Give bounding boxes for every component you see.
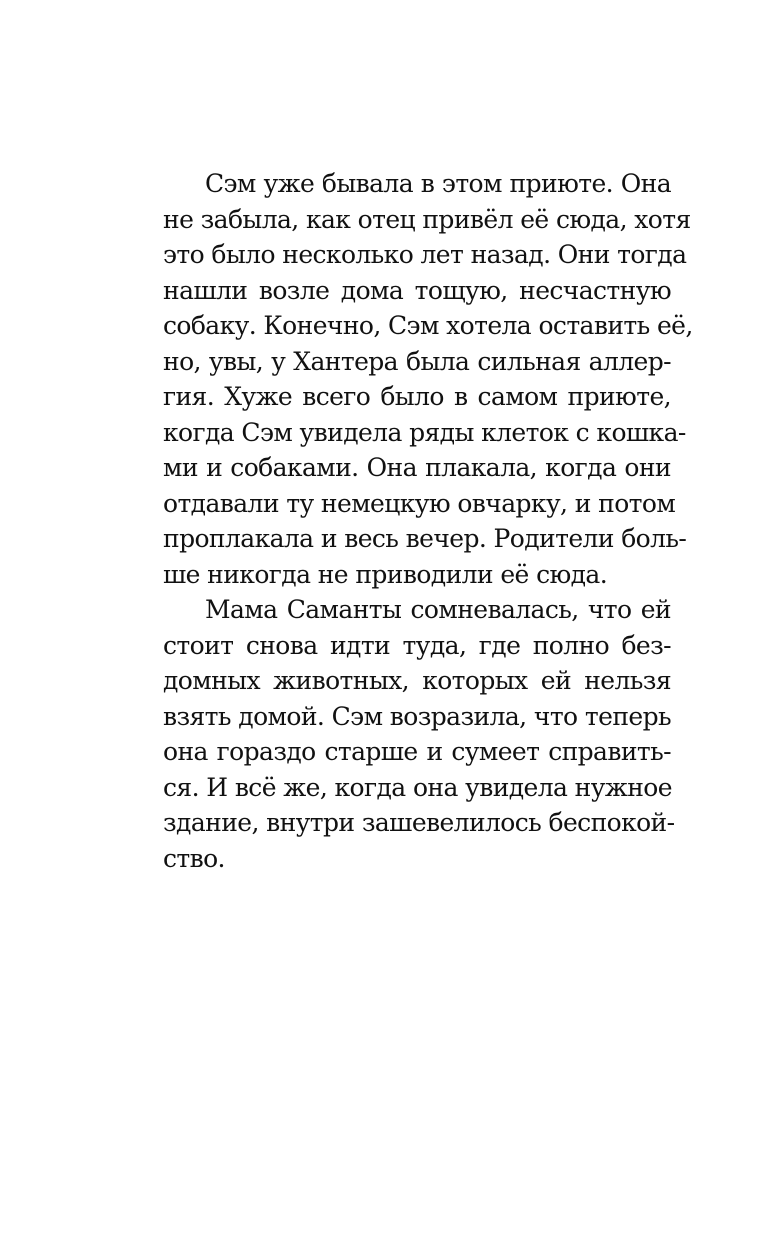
paragraph-2 — [163, 592, 675, 876]
paragraph-line: она гораздо старше и сумеет справить- — [163, 737, 671, 766]
paragraph-line: не забыла, как отец привёл её сюда, хотя — [163, 204, 691, 234]
paragraph-line: но, увы, у Хантера была сильная аллер- — [163, 346, 671, 376]
paragraph-line: ство. — [163, 843, 225, 873]
paragraph-line: ми и собаками. Она плакала, когда они — [163, 453, 671, 482]
paragraph-line: взять домой. Сэм возразила, что теперь — [163, 701, 671, 731]
paragraph-line: стоит снова идти туда, где полно без- — [163, 630, 671, 660]
paragraph-line: Сэм уже бывала в этом приюте. Она — [205, 169, 671, 198]
paragraph-line: ше никогда не приводили её сюда. — [163, 559, 608, 589]
paragraph-line: когда Сэм увидела ряды клеток с кошка- — [163, 417, 686, 447]
paragraph-1 — [163, 166, 693, 592]
paragraph-line: гия. Хуже всего было в самом приюте, — [163, 382, 671, 411]
paragraph-line: нашли возле дома тощую, несчастную — [163, 275, 671, 305]
paragraph-line: ся. И всё же, когда она увидела нужное — [163, 772, 672, 802]
paragraph-line: здание, внутри зашевелилось беспокой- — [163, 808, 675, 837]
paragraph-line: собаку. Конечно, Сэм хотела оставить её, — [163, 311, 693, 340]
paragraph-line: Мама Саманты сомневалась, что ей — [205, 595, 671, 624]
paragraph-line: проплакала и весь вечер. Родители боль- — [163, 524, 687, 553]
paragraph-line: это было несколько лет назад. Они тогда — [163, 240, 687, 269]
paragraph-line: отдавали ту немецкую овчарку, и потом — [163, 488, 676, 518]
body-text — [163, 166, 693, 876]
paragraph-line: домных животных, которых ей нельзя — [163, 666, 671, 695]
